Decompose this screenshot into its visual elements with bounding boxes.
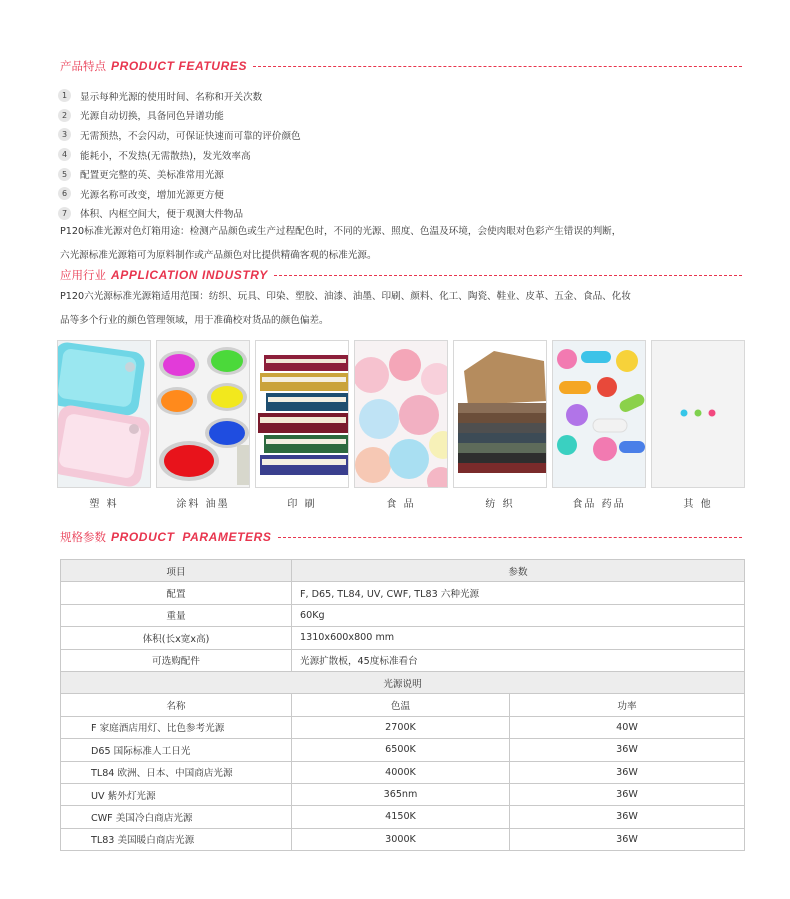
feature-text: 体积、内框空间大，便于观测大件物品 [80,209,244,221]
table-row [61,582,745,604]
dashed-divider [278,537,742,538]
gallery-caption: 纺 织 [485,499,515,510]
param-item: 配置 [61,582,292,604]
light-temp: 4000K [292,761,510,783]
features-heading [60,58,742,74]
three-dots-image [651,340,745,488]
feature-text: 能耗小，不发热(无需散热)，发光效率高 [80,150,251,162]
features-list [58,86,738,223]
feature-item [58,184,738,204]
gallery-tile [651,340,745,512]
feature-item [58,86,738,106]
plastic-phone-cases-image [57,340,151,488]
features-heading-en: PRODUCT FEATURES [111,59,248,73]
application-line: 品等多个行业的颜色管理领域，用于准确校对货品的颜色偏差。 [60,315,329,326]
application-line: P120六光源标准光源箱适用范围：纺织、玩具、印染、塑胶、油漆、油墨、印刷、颜料、化工、陶瓷、鞋业、皮革、五金、食品、化妆 [60,291,631,302]
feature-text: 配置更完整的英、美标准常用光源 [80,170,224,182]
light-power: 36W [510,739,745,761]
features-heading-cn: 产品特点 [60,59,106,73]
feature-item [58,125,738,145]
light-header-row [61,694,745,716]
gallery-tile [156,340,250,512]
param-value: 1310x600x800 mm [292,627,745,649]
param-value: F, D65, TL84, UV, CWF, TL83 六种光源 [292,582,745,604]
param-item: 可选购配件 [61,649,292,671]
table-header-row [61,560,745,582]
table-row [61,828,745,850]
industry-gallery [57,340,745,512]
paint-cans-image [156,340,250,488]
usage-paragraph [60,220,750,268]
folded-fabric-image [453,340,547,488]
gallery-caption: 印 刷 [287,499,317,510]
parameters-heading [60,529,742,545]
usage-line: 六光源标准光源箱可为原料制作或产品颜色对比提供精确客观的标准光源。 [60,250,377,261]
table-row [61,649,745,671]
gummy-candy-image [354,340,448,488]
dashed-divider [253,66,742,67]
light-temp: 2700K [292,716,510,738]
table-row [61,716,745,738]
gallery-tile [453,340,547,512]
table-row [61,783,745,805]
feature-item [58,106,738,126]
light-band-row [61,671,745,693]
parameters-heading-en: PRODUCT PARAMETERS [111,530,272,544]
table-row [61,806,745,828]
light-temp: 365nm [292,783,510,805]
light-power: 40W [510,716,745,738]
table-row [61,627,745,649]
light-header-power: 功率 [510,694,745,716]
feature-text: 光源自动切换，具备同色异谱功能 [80,111,224,123]
application-heading [60,267,742,283]
param-item: 重量 [61,604,292,626]
number-badge: 7 [58,207,71,220]
table-row [61,739,745,761]
table-row [61,761,745,783]
header-item: 项目 [61,560,292,582]
number-badge: 5 [58,168,71,181]
gallery-tile [57,340,151,512]
light-name: TL84 欧洲、日本、中国商店光源 [61,761,292,783]
light-name: F 家庭酒店用灯、比色参考光源 [61,716,292,738]
feature-text: 无需预热，不会闪动，可保证快速而可靠的评价颜色 [80,130,301,142]
usage-line: P120标准光源对色灯箱用途：检测产品颜色或生产过程配色时，不同的光源、照度、色温及环境，会使肉眼对色彩产生错误的判断， [60,226,622,237]
parameters-table [60,559,745,851]
light-name: D65 国际标准人工日光 [61,739,292,761]
gallery-caption: 食品 药品 [572,499,626,510]
gallery-caption: 其 他 [683,499,713,510]
pills-image [552,340,646,488]
light-header-name: 名称 [61,694,292,716]
feature-text: 显示每种光源的使用时间、名称和开关次数 [80,91,263,103]
light-power: 36W [510,783,745,805]
table-row [61,604,745,626]
number-badge: 1 [58,89,71,102]
gallery-caption: 涂料 油墨 [176,499,230,510]
light-temp: 4150K [292,806,510,828]
light-temp: 3000K [292,828,510,850]
number-badge: 2 [58,109,71,122]
light-header-temp: 色温 [292,694,510,716]
gallery-tile [354,340,448,512]
gallery-tile [552,340,646,512]
application-paragraph [60,285,750,333]
header-value: 参数 [292,560,745,582]
number-badge: 6 [58,187,71,200]
light-name: UV 紫外灯光源 [61,783,292,805]
gallery-caption: 塑 料 [89,499,119,510]
application-heading-en: APPLICATION INDUSTRY [111,268,268,282]
feature-item [58,145,738,165]
dashed-divider [274,275,742,276]
param-value: 60Kg [292,604,745,626]
light-power: 36W [510,761,745,783]
gallery-caption: 食 品 [386,499,416,510]
number-badge: 3 [58,128,71,141]
light-temp: 6500K [292,739,510,761]
application-heading-cn: 应用行业 [60,268,106,282]
feature-text: 光源名称可改变，增加光源更方便 [80,189,224,201]
gallery-tile [255,340,349,512]
light-band-title: 光源说明 [61,671,745,693]
param-value: 光源扩散板，45度标准看台 [292,649,745,671]
light-name: CWF 美国冷白商店光源 [61,806,292,828]
param-item: 体积(长x宽x高) [61,627,292,649]
parameters-heading-cn: 规格参数 [60,530,106,544]
light-power: 36W [510,828,745,850]
feature-item [58,164,738,184]
light-power: 36W [510,806,745,828]
books-stack-image [255,340,349,488]
number-badge: 4 [58,148,71,161]
light-name: TL83 美国暖白商店光源 [61,828,292,850]
